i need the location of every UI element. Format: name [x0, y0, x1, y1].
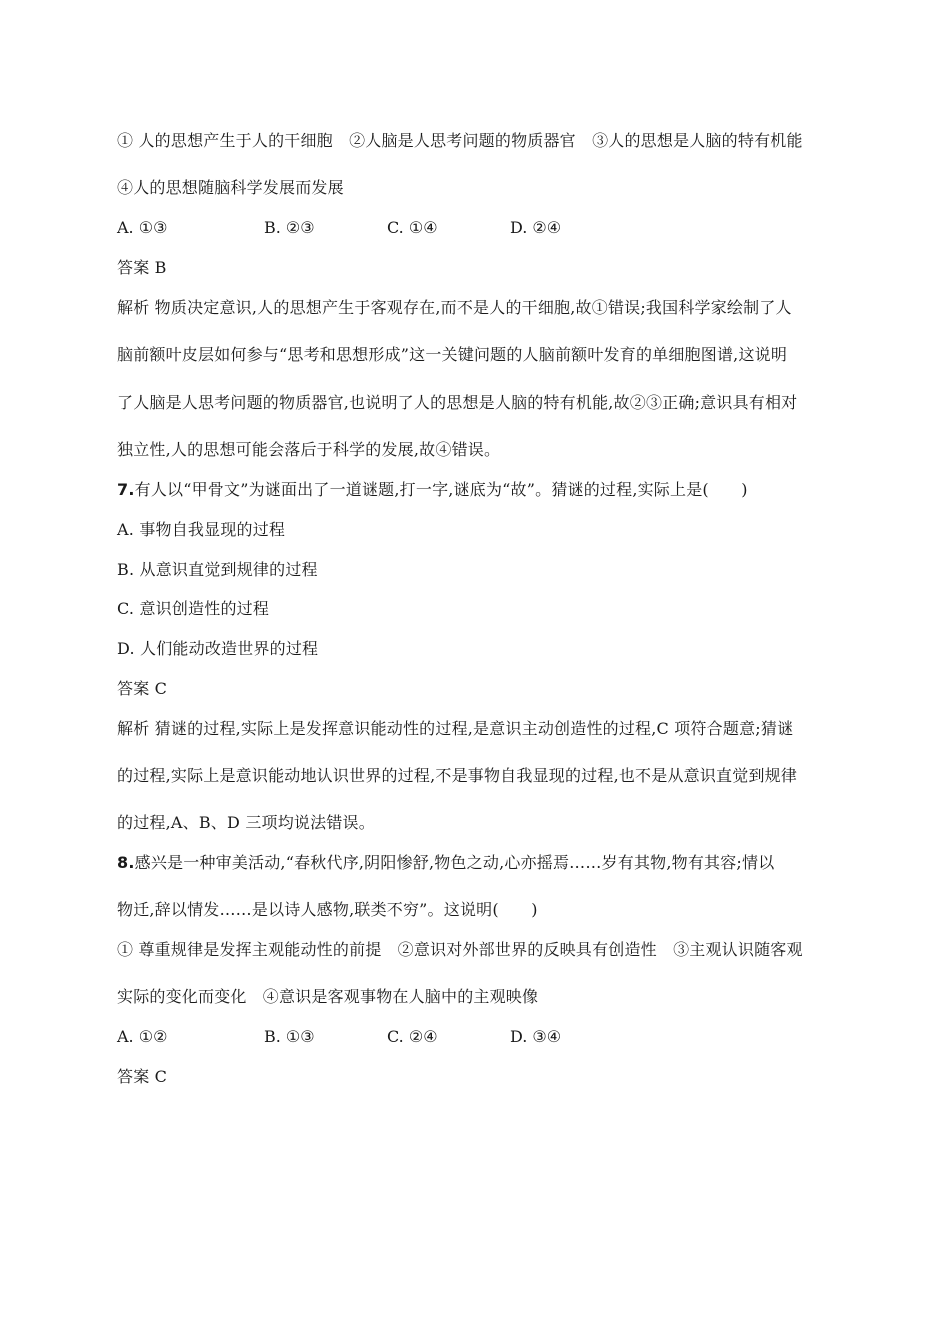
q8-stem-line2: 物迁,辞以情发……是以诗人感物,联类不穷”。这说明( ) [117, 900, 538, 919]
q6-statements-line2: ④人的思想随脑科学发展而发展 [117, 178, 344, 197]
q8-option-b: B. ①③ [264, 1027, 315, 1046]
q6-statements-line1: ① 人的思想产生于人的干细胞 ②人脑是人思考问题的物质器官 ③人的思想是人脑的特有机能 [117, 131, 803, 150]
q8-option-a: A. ①② [117, 1027, 168, 1046]
q7-stem [117, 480, 748, 500]
q7-choice-c: C. 意识创造性的过程 [117, 599, 270, 618]
q6-option-c: C. ①④ [387, 218, 438, 237]
q7-analysis-line1: 解析 猜谜的过程,实际上是发挥意识能动性的过程,是意识主动创造性的过程,C 项符合题意;猜谜 [117, 719, 794, 738]
q6-answer: 答案 B [117, 258, 167, 277]
q6-option-a: A. ①③ [117, 218, 168, 237]
q7-answer: 答案 C [117, 679, 168, 698]
q7-choice-a: A. 事物自我显现的过程 [117, 520, 286, 539]
q6-option-d: D. ②④ [510, 218, 562, 237]
q8-number: 8. [117, 853, 135, 872]
q8-stem-line1 [117, 853, 774, 873]
q7-choice-b: B. 从意识直觉到规律的过程 [117, 560, 318, 579]
q8-stem-text: 感兴是一种审美活动,“春秋代序,阴阳惨舒,物色之动,心亦摇焉……岁有其物,物有其容;情以 [134, 853, 775, 872]
q6-analysis-line3: 了人脑是人思考问题的物质器官,也说明了人的思想是人脑的特有机能,故②③正确;意识具有相对 [117, 393, 798, 412]
q8-statements-line1: ① 尊重规律是发挥主观能动性的前提 ②意识对外部世界的反映具有创造性 ③主观认识随客观 [117, 940, 803, 959]
q6-option-b: B. ②③ [264, 218, 315, 237]
q7-choice-d: D. 人们能动改造世界的过程 [117, 639, 319, 658]
q8-answer: 答案 C [117, 1067, 168, 1086]
q7-analysis-line3: 的过程,A、B、D 三项均说法错误。 [117, 813, 375, 832]
q8-option-c: C. ②④ [387, 1027, 438, 1046]
q6-analysis-line1: 解析 物质决定意识,人的思想产生于客观存在,而不是人的干细胞,故①错误;我国科学家绘制了人 [117, 298, 792, 317]
q8-option-d: D. ③④ [510, 1027, 562, 1046]
q6-analysis-line4: 独立性,人的思想可能会落后于科学的发展,故④错误。 [117, 440, 501, 459]
q7-stem-text: 有人以“甲骨文”为谜面出了一道谜题,打一字,谜底为“故”。猜谜的过程,实际上是( ) [134, 480, 748, 499]
q6-analysis-line2: 脑前额叶皮层如何参与“思考和思想形成”这一关键问题的人脑前额叶发育的单细胞图谱,这说明 [117, 345, 788, 364]
q7-analysis-line2: 的过程,实际上是意识能动地认识世界的过程,不是事物自我显现的过程,也不是从意识直觉到规律 [117, 766, 798, 785]
q8-statements-line2: 实际的变化而变化 ④意识是客观事物在人脑中的主观映像 [117, 987, 539, 1006]
q7-number: 7. [117, 480, 135, 499]
